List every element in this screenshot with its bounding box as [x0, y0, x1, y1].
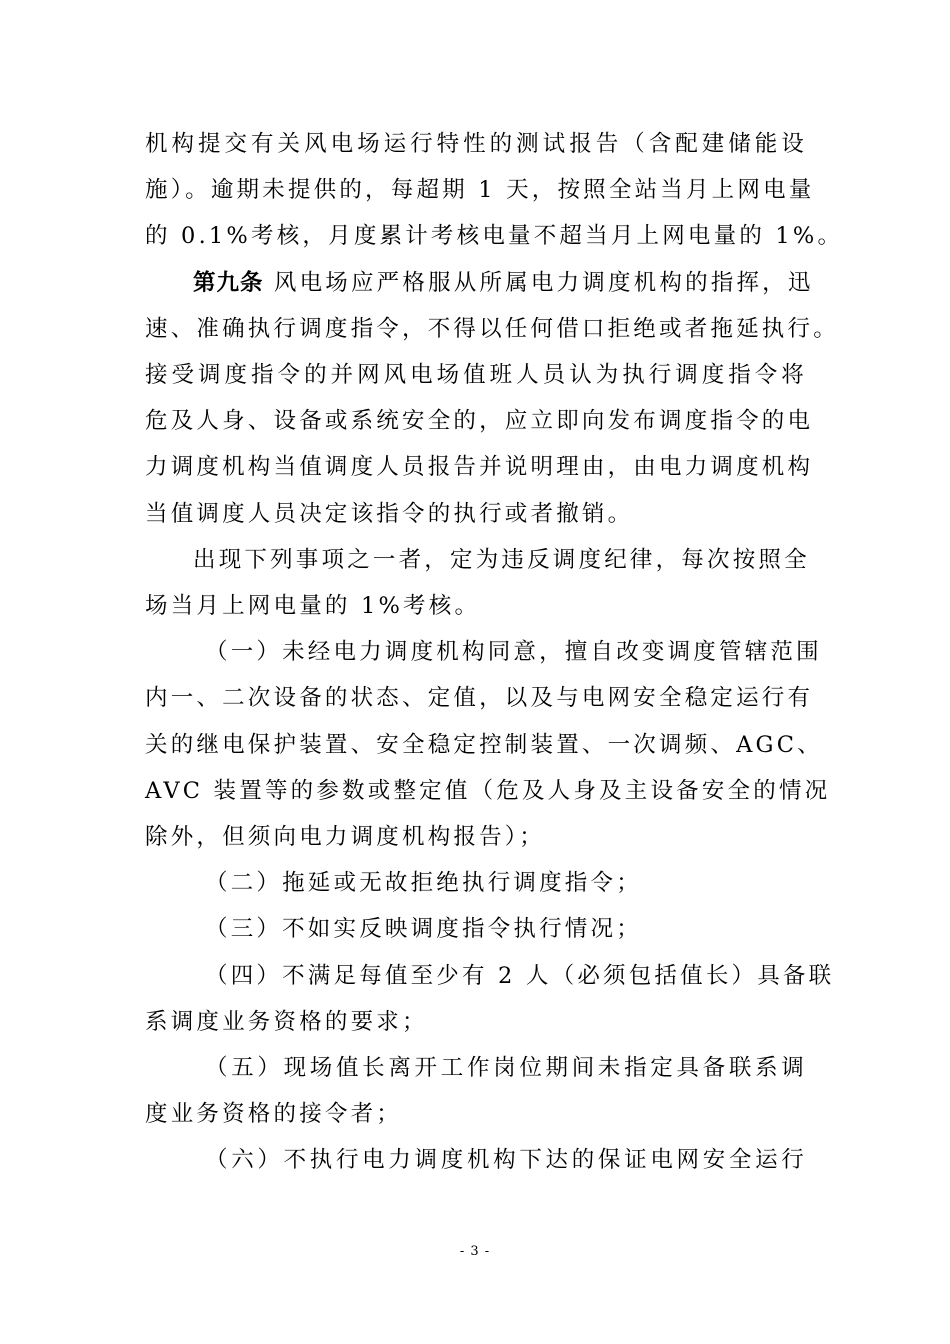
article-heading: 第九条: [193, 269, 264, 296]
document-body: [145, 121, 844, 1184]
text-line: 除外，但须向电力调度机构报告）；: [145, 824, 545, 851]
text-line: AVC 装置等的参数或整定值（危及人身及主设备安全的情况: [145, 777, 831, 804]
text-line: 关的继电保护装置、安全稳定控制装置、一次调频、AGC、: [145, 731, 823, 758]
text-line: 力调度机构当值调度人员报告并说明理由，由电力调度机构: [145, 454, 814, 481]
text-line: （六）不执行电力调度机构下达的保证电网安全运行: [205, 1147, 807, 1174]
list-item-2: [145, 860, 807, 906]
text-line: （五）现场值长离开工作岗位期间未指定具备联系调: [205, 1055, 807, 1082]
text-line: （一）未经电力调度机构同意，擅自改变调度管辖范围: [205, 639, 822, 666]
text-line: 机构提交有关风电场运行特性的测试报告（含配建储能设: [145, 131, 807, 157]
paragraph-violations-intro: [145, 537, 810, 629]
text-line: 的 0.1%考核，月度累计考核电量不超当月上网电量的 1%。: [145, 223, 844, 250]
paragraph-article-9: [145, 260, 839, 537]
text-line: （四）不满足每值至少有 2 人（必须包括值长）具备联: [205, 962, 835, 989]
text-line: 当值调度人员决定该指令的执行或者撤销。: [145, 500, 634, 527]
text-line: 接受调度指令的并网风电场值班人员认为执行调度指令将: [145, 362, 807, 389]
text-line: 度业务资格的接令者；: [145, 1101, 403, 1128]
text-fragment: 风电场应严格服从所属电力调度机构的指挥，迅: [263, 269, 814, 296]
list-item-4: [145, 953, 835, 1045]
text-line: 出现下列事项之一者，定为违反调度纪律，每次按照全: [193, 546, 810, 573]
list-item-6: [145, 1137, 807, 1183]
text-line: 危及人身、设备或系统安全的，应立即向发布调度指令的电: [145, 408, 814, 435]
text-line: 场当月上网电量的 1%考核。: [145, 593, 481, 620]
text-line: （三）不如实反映调度指令执行情况；: [205, 916, 642, 943]
text-line: 速、准确执行调度指令，不得以任何借口拒绝或者拖延执行。: [145, 315, 839, 342]
paragraph-1: [145, 121, 844, 260]
list-item-1: [145, 629, 831, 860]
list-item-5: [145, 1045, 807, 1137]
text-line: 系调度业务资格的要求；: [145, 1008, 428, 1035]
text-line: [145, 260, 814, 306]
text-line: 内一、二次设备的状态、定值，以及与电网安全稳定运行有: [145, 685, 814, 712]
list-item-3: [145, 906, 807, 952]
text-line: 施）。逾期未提供的，每超期 1 天，按照全站当月上网电量: [145, 177, 815, 204]
page-number: - 3 -: [459, 1244, 491, 1259]
text-line: （二）拖延或无故拒绝执行调度指令；: [205, 870, 642, 897]
